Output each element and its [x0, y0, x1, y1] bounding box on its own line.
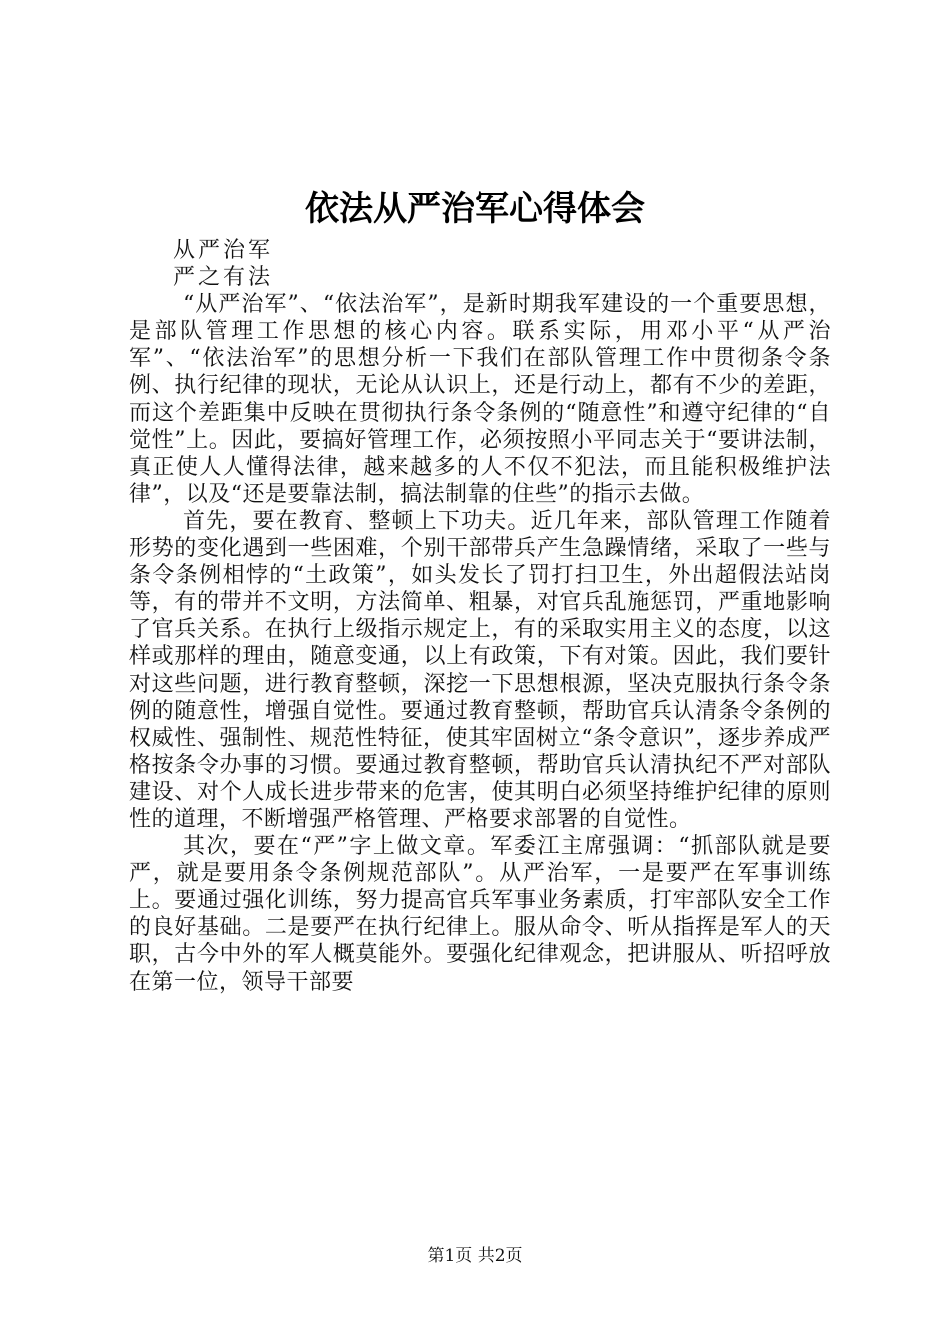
body-paragraph: 首先，要在教育、整顿上下功夫。近几年来，部队管理工作随着形势的变化遇到一些困难，个别干部带兵产生急躁情绪，采取了一些与条令条例相悖的“土政策”，如头发长了罚打扫卫生，外出超假法站岗等，有的带并不文明，方法简单、粗暴，对官兵乱施惩罚，严重地影响了官兵关系。在执行上级指示规定上，有的采取实用主义的态度，以这样或那样的理由，随意变通，以上有政策，下有对策。因此，我们要针对这些问题，进行教育整顿，深挖一下思想根源，坚决克服执行条令条例的随意性，增强自觉性。要通过教育整顿，帮助官兵认清条令条例的权威性、强制性、规范性特征，使其牢固树立“条令意识”，逐步养成严格按条令办事的习惯。要通过教育整顿，帮助官兵认清执纪不严对部队建设、对个人成长进步带来的危害，使其明白必须坚持维护纪律的原则性的道理，不断增强严格管理、严格要求部署的自觉性。	[129, 508, 831, 832]
page-number-footer: 第1页 共2页	[427, 1246, 523, 1266]
document-body	[129, 237, 831, 996]
subtitle-line: 从严治军	[173, 238, 274, 263]
document-title: 依法从严治军心得体会	[305, 189, 645, 229]
subtitle-line: 严之有法	[173, 265, 274, 291]
body-paragraph: “从严治军”、“依法治军”，是新时期我军建设的一个重要思想，是部队管理工作思想的核心内容。联系实际，用邓小平“从严治军”、“依法治军”的思想分析一下我们在部队管理工作中贯彻条令条例、执行纪律的现状，无论从认识上，还是行动上，都有不少的差距，而这个差距集中反映在贯彻执行条令条例的“随意性”和遵守纪律的“自觉性”上。因此，要搞好管理工作，必须按照小平同志关于“要讲法制，真正使人人懂得法律，越来越多的人不仅不犯法，而且能积极维护法律”，以及“还是要靠法制，搞法制靠的住些”的指示去做。	[129, 292, 831, 507]
body-paragraph: 其次，要在“严”字上做文章。军委江主席强调：“抓部队就是要严，就是要用条令条例规范部队”。从严治军，一是要严在军事训练上。要通过强化训练，努力提高官兵军事业务素质，打牢部队安全工作的良好基础。二是要严在执行纪律上。服从命令、听从指挥是军人的天职，古今中外的军人概莫能外。要强化纪律观念，把讲服从、听招呼放在第一位，领导干部要	[129, 834, 831, 995]
